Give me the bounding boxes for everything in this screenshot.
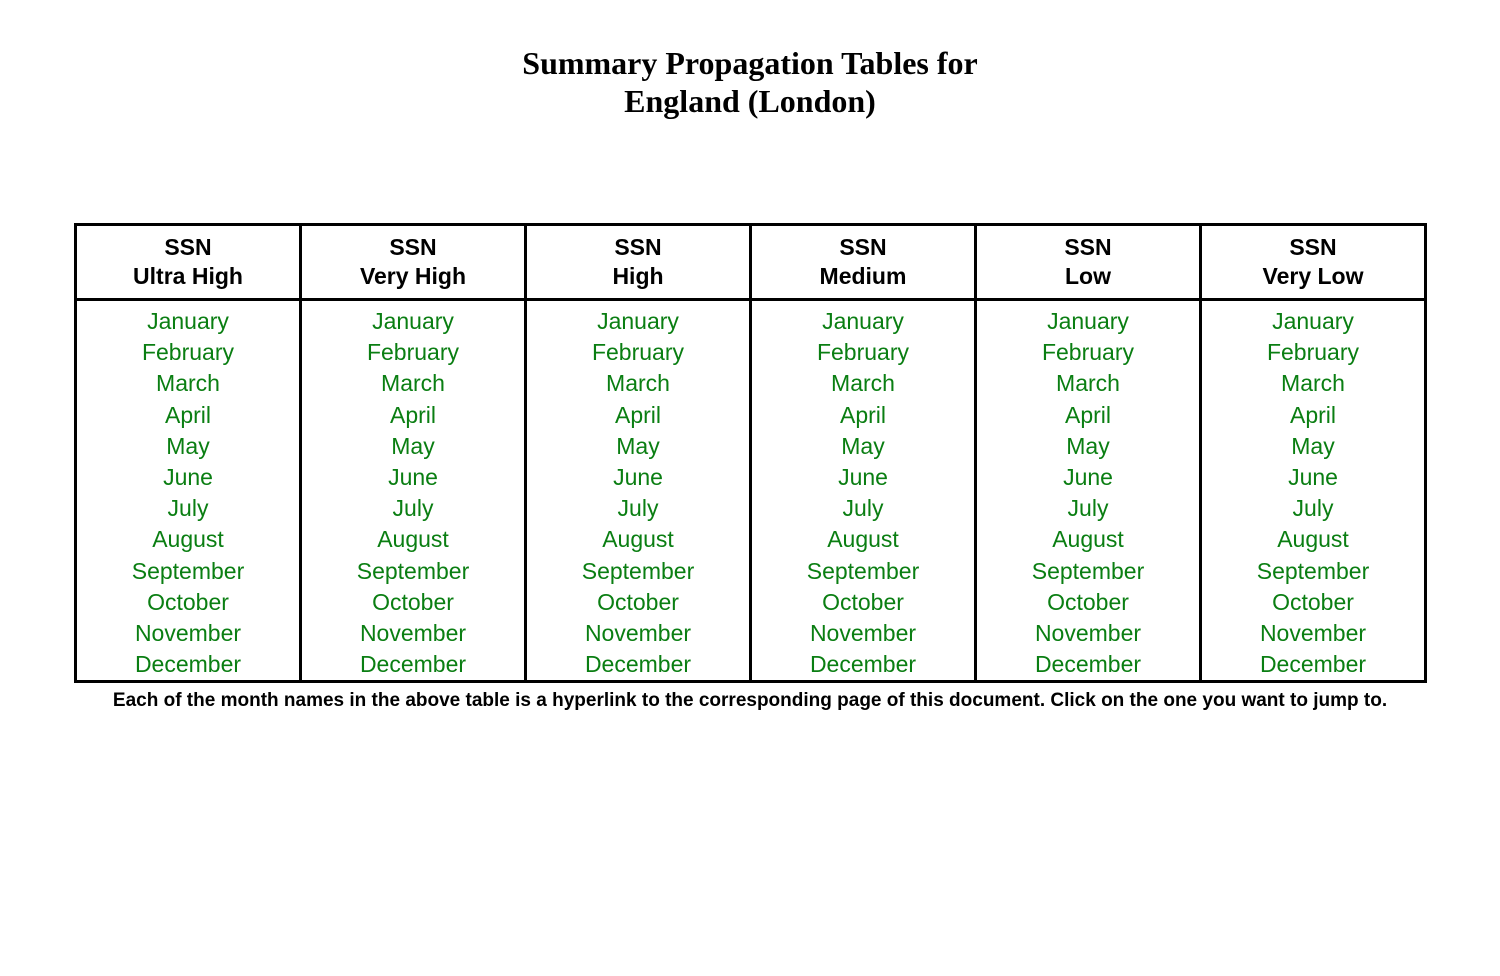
month-link-may[interactable]: May	[616, 432, 660, 459]
month-link-may[interactable]: May	[1291, 432, 1335, 459]
column-header-line-2: Very Low	[1262, 263, 1364, 289]
column-header-low	[976, 225, 1201, 300]
month-link-january[interactable]: January	[1272, 308, 1354, 334]
column-header-line-1: SSN	[1289, 234, 1337, 260]
month-link-september[interactable]: September	[356, 557, 470, 584]
month-link-november[interactable]: November	[809, 620, 917, 647]
month-link-september[interactable]: September	[581, 557, 695, 584]
month-link-july[interactable]: July	[617, 495, 659, 522]
month-link-january[interactable]: January	[372, 308, 454, 334]
month-link-august[interactable]: August	[377, 526, 449, 553]
month-link-july[interactable]: July	[842, 495, 884, 522]
column-header-line-2: Medium	[819, 263, 907, 289]
month-link-july[interactable]: July	[392, 495, 434, 522]
month-link-january[interactable]: January	[822, 308, 904, 334]
month-link-september[interactable]: September	[1031, 557, 1145, 584]
month-link-january[interactable]: January	[1047, 308, 1129, 334]
column-header-line-2: High	[612, 263, 664, 289]
month-link-july[interactable]: July	[1292, 495, 1334, 522]
month-link-october[interactable]: October	[822, 588, 904, 615]
month-link-april[interactable]: April	[1064, 401, 1111, 428]
month-list-medium	[751, 300, 976, 682]
month-link-february[interactable]: February	[1266, 339, 1360, 366]
month-link-july[interactable]: July	[167, 495, 209, 522]
column-header-line-2: Ultra High	[133, 263, 243, 289]
month-link-march[interactable]: March	[156, 370, 220, 397]
month-link-october[interactable]: October	[597, 588, 679, 615]
column-header-line-1: SSN	[164, 234, 212, 260]
column-header-medium	[751, 225, 976, 300]
month-link-august[interactable]: August	[1052, 526, 1124, 553]
footnote: Each of the month names in the above table is a hyperlink to the corresponding page of this document. Click on the one you want to jump to.	[112, 690, 1388, 711]
month-list-high	[526, 300, 751, 682]
month-link-april[interactable]: April	[164, 401, 211, 428]
month-link-june[interactable]: June	[1063, 464, 1113, 491]
column-header-line-2: Very High	[359, 263, 467, 289]
month-link-march[interactable]: March	[606, 370, 670, 397]
month-link-february[interactable]: February	[816, 339, 910, 366]
month-link-october[interactable]: October	[372, 588, 454, 615]
month-link-december[interactable]: December	[1259, 651, 1367, 678]
month-list-ultra-high	[76, 300, 301, 682]
column-header-line-1: SSN	[839, 234, 887, 260]
month-link-june[interactable]: June	[388, 464, 438, 491]
month-link-november[interactable]: November	[584, 620, 692, 647]
month-link-march[interactable]: March	[831, 370, 895, 397]
month-link-may[interactable]: May	[391, 432, 435, 459]
month-link-june[interactable]: June	[838, 464, 888, 491]
propagation-table	[74, 223, 1427, 683]
column-header-very-high	[301, 225, 526, 300]
page-title	[0, 44, 1500, 120]
column-header-very-low	[1201, 225, 1426, 300]
month-link-august[interactable]: August	[152, 526, 224, 553]
month-link-october[interactable]: October	[147, 588, 229, 615]
month-link-september[interactable]: September	[806, 557, 920, 584]
month-link-october[interactable]: October	[1047, 588, 1129, 615]
month-link-may[interactable]: May	[1066, 432, 1110, 459]
month-link-july[interactable]: July	[1067, 495, 1109, 522]
month-link-june[interactable]: June	[163, 464, 213, 491]
month-link-january[interactable]: January	[147, 308, 229, 334]
month-link-may[interactable]: May	[841, 432, 885, 459]
page-title-line-2: England (London)	[624, 83, 876, 119]
month-link-june[interactable]: June	[613, 464, 663, 491]
month-link-february[interactable]: February	[591, 339, 685, 366]
month-link-december[interactable]: December	[809, 651, 917, 678]
month-list-very-high	[301, 300, 526, 682]
column-header-line-1: SSN	[614, 234, 662, 260]
month-link-february[interactable]: February	[141, 339, 235, 366]
month-link-april[interactable]: April	[389, 401, 436, 428]
month-link-september[interactable]: September	[1256, 557, 1370, 584]
month-link-august[interactable]: August	[602, 526, 674, 553]
month-link-may[interactable]: May	[166, 432, 210, 459]
month-link-march[interactable]: March	[1281, 370, 1345, 397]
month-link-april[interactable]: April	[1289, 401, 1336, 428]
page-title-line-1: Summary Propagation Tables for	[522, 45, 978, 81]
month-link-december[interactable]: December	[584, 651, 692, 678]
table-row	[76, 300, 1426, 682]
month-list-low	[976, 300, 1201, 682]
month-link-august[interactable]: August	[827, 526, 899, 553]
month-link-december[interactable]: December	[134, 651, 242, 678]
month-link-november[interactable]: November	[1034, 620, 1142, 647]
month-link-december[interactable]: December	[1034, 651, 1142, 678]
column-header-line-1: SSN	[389, 234, 437, 260]
month-link-august[interactable]: August	[1277, 526, 1349, 553]
column-header-ultra-high	[76, 225, 301, 300]
month-link-october[interactable]: October	[1272, 588, 1354, 615]
month-link-april[interactable]: April	[839, 401, 886, 428]
month-link-march[interactable]: March	[381, 370, 445, 397]
month-link-november[interactable]: November	[1259, 620, 1367, 647]
column-header-line-2: Low	[1065, 263, 1111, 289]
month-link-december[interactable]: December	[359, 651, 467, 678]
month-list-very-low	[1201, 300, 1426, 682]
month-link-november[interactable]: November	[359, 620, 467, 647]
month-link-february[interactable]: February	[1041, 339, 1135, 366]
month-link-april[interactable]: April	[614, 401, 661, 428]
column-header-line-1: SSN	[1064, 234, 1112, 260]
month-link-january[interactable]: January	[597, 308, 679, 334]
month-link-february[interactable]: February	[366, 339, 460, 366]
month-link-september[interactable]: September	[131, 557, 245, 584]
column-header-high	[526, 225, 751, 300]
month-link-november[interactable]: November	[134, 620, 242, 647]
month-link-june[interactable]: June	[1288, 464, 1338, 491]
table-header-row	[76, 225, 1426, 300]
month-link-march[interactable]: March	[1056, 370, 1120, 397]
